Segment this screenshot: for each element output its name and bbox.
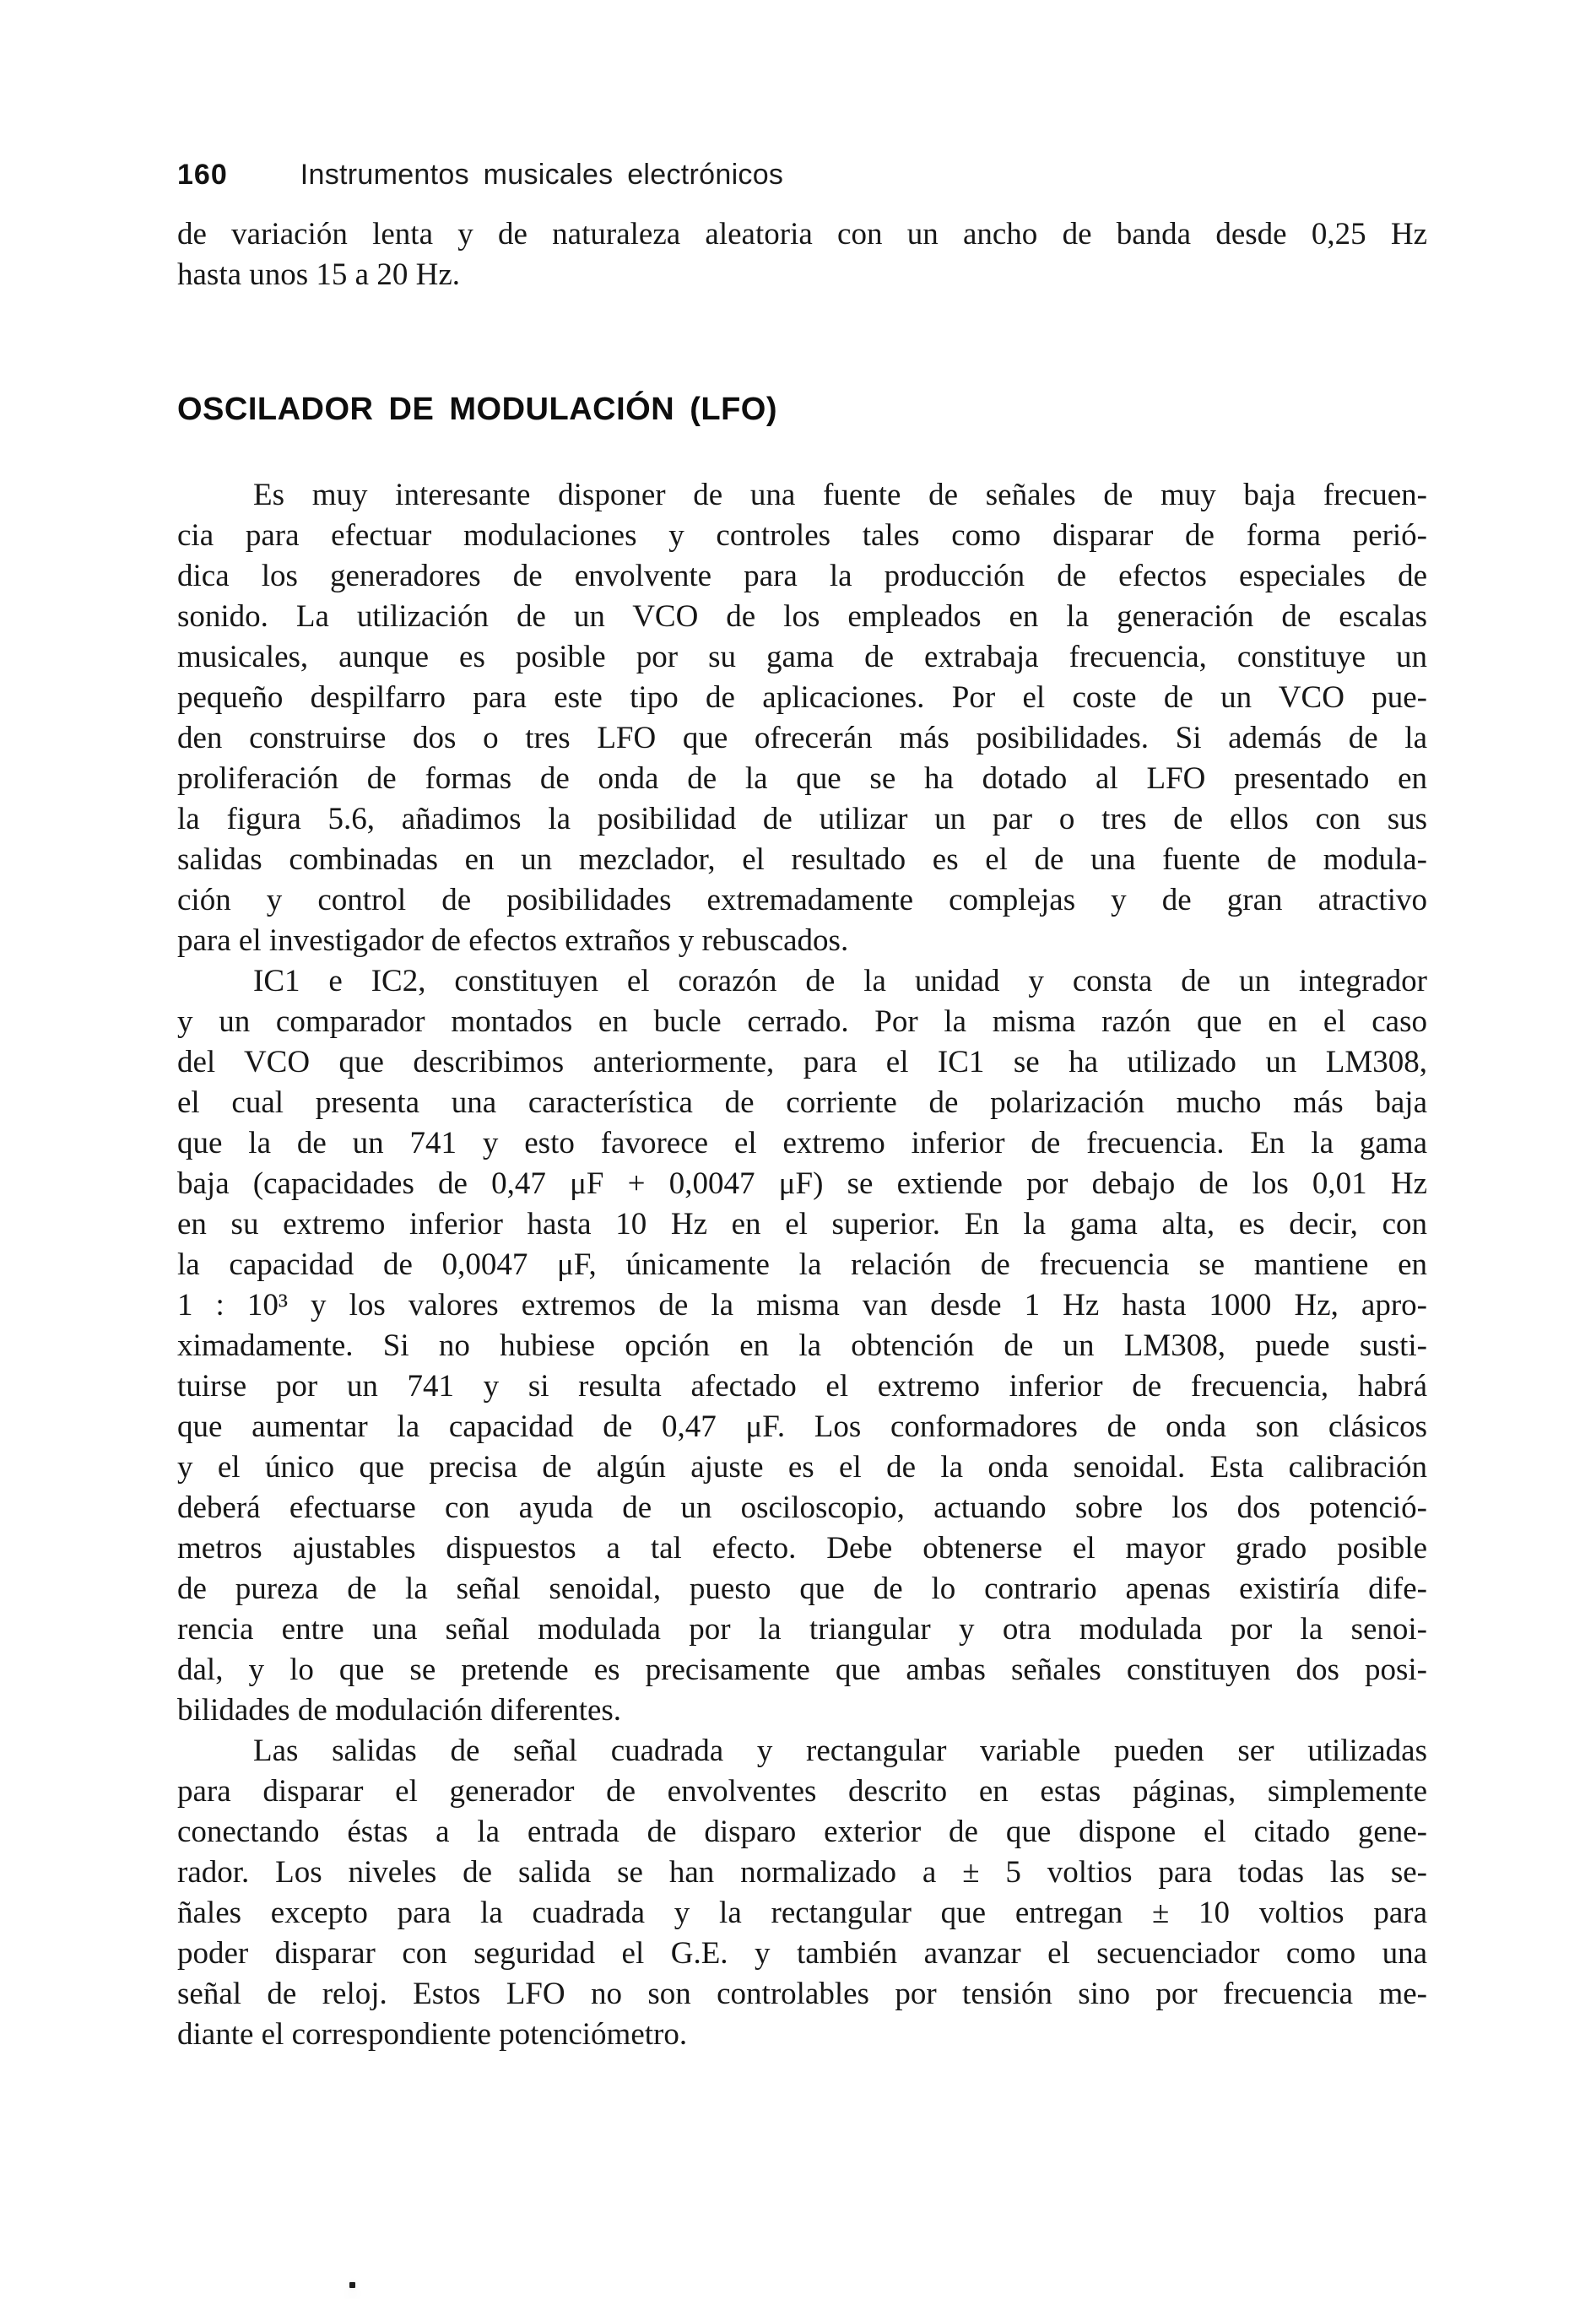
text-line: la capacidad de 0,0047 μF, únicamente la relación de frecuencia se mantiene en xyxy=(177,1247,1427,1282)
paragraph xyxy=(177,475,1427,961)
text-line: ximadamente. Si no hubiese opción en la obtención de un LM308, puede susti- xyxy=(177,1328,1427,1363)
page-header xyxy=(177,159,783,192)
text-line: pequeño despilfarro para este tipo de aplicaciones. Por el coste de un VCO pue- xyxy=(177,680,1427,715)
text-line: en su extremo inferior hasta 10 Hz en el superior. En la gama alta, es decir, con xyxy=(177,1207,1427,1241)
page-number: 160 xyxy=(177,159,228,191)
text-line: señal de reloj. Estos LFO no son controlables por tensión sino por frecuencia me- xyxy=(177,1977,1427,2011)
text-line: del VCO que describimos anteriormente, para el IC1 se ha utilizado un LM308, xyxy=(177,1045,1427,1079)
text-line: bilidades de modulación diferentes. xyxy=(177,1693,622,1728)
text-line: den construirse dos o tres LFO que ofrecerán más posibilidades. Si además de la xyxy=(177,721,1427,755)
text-line: de variación lenta y de naturaleza aleatoria con un ancho de banda desde 0,25 Hz xyxy=(177,217,1427,252)
text-line: deberá efectuarse con ayuda de un osciloscopio, actuando sobre los dos potenció- xyxy=(177,1490,1427,1525)
scan-artifact-dot xyxy=(349,2282,355,2288)
text-line: cia para efectuar modulaciones y controles tales como disparar de forma perió- xyxy=(177,518,1427,553)
text-line: salidas combinadas en un mezclador, el resultado es el de una fuente de modula- xyxy=(177,842,1427,877)
text-line: dica los generadores de envolvente para la producción de efectos especiales de xyxy=(177,559,1427,593)
text-line: Las salidas de señal cuadrada y rectangular variable pueden ser utilizadas xyxy=(253,1734,1427,1768)
text-line: el cual presenta una característica de corriente de polarización mucho más baja xyxy=(177,1085,1427,1120)
paragraph xyxy=(177,961,1427,1731)
section-body xyxy=(177,475,1427,2055)
text-line: dal, y lo que se pretende es precisamente que ambas señales constituyen dos posi- xyxy=(177,1653,1427,1687)
text-line: que aumentar la capacidad de 0,47 μF. Los conformadores de onda son clásicos xyxy=(177,1409,1427,1444)
text-line: hasta unos 15 a 20 Hz. xyxy=(177,257,460,292)
text-line: y un comparador montados en bucle cerrado. Por la misma razón que en el caso xyxy=(177,1004,1427,1039)
text-line: y el único que precisa de algún ajuste es el de la onda senoidal. Esta calibración xyxy=(177,1450,1427,1485)
running-title: Instrumentos musicales electrónicos xyxy=(300,159,784,191)
section-heading: OSCILADOR DE MODULACIÓN (LFO) xyxy=(177,392,778,427)
text-line: ción y control de posibilidades extremadamente complejas y de gran atractivo xyxy=(177,883,1427,917)
text-line: de pureza de la señal senoidal, puesto que de lo contrario apenas existiría dife- xyxy=(177,1571,1427,1606)
text-line: para el investigador de efectos extraños y rebuscados. xyxy=(177,923,849,958)
text-line: 1 : 10³ y los valores extremos de la misma van desde 1 Hz hasta 1000 Hz, apro- xyxy=(177,1288,1427,1323)
text-line: tuirse por un 741 y si resulta afectado el extremo inferior de frecuencia, habrá xyxy=(177,1369,1427,1404)
text-line: sonido. La utilización de un VCO de los empleados en la generación de escalas xyxy=(177,599,1427,634)
text-line: ñales excepto para la cuadrada y la rectangular que entregan ± 10 voltios para xyxy=(177,1896,1427,1930)
text-line: IC1 e IC2, constituyen el corazón de la unidad y consta de un integrador xyxy=(253,964,1427,998)
text-line: conectando éstas a la entrada de disparo exterior de que dispone el citado gene- xyxy=(177,1815,1427,1849)
text-line: musicales, aunque es posible por su gama de extrabaja frecuencia, constituye un xyxy=(177,640,1427,674)
text-line: metros ajustables dispuestos a tal efecto. Debe obtenerse el mayor grado posible xyxy=(177,1531,1427,1566)
text-line: baja (capacidades de 0,47 μF + 0,0047 μF) se extiende por debajo de los 0,01 Hz xyxy=(177,1166,1427,1201)
text-line: la figura 5.6, añadimos la posibilidad de utilizar un par o tres de ellos con sus xyxy=(177,802,1427,836)
text-line: para disparar el generador de envolventes descrito en estas páginas, simplemente xyxy=(177,1774,1427,1809)
text-line: rador. Los niveles de salida se han normalizado a ± 5 voltios para todas las se- xyxy=(177,1855,1427,1890)
text-line: proliferación de formas de onda de la que se ha dotado al LFO presentado en xyxy=(177,761,1427,796)
text-line: diante el correspondiente potenciómetro. xyxy=(177,2017,688,2052)
text-line: que la de un 741 y esto favorece el extremo inferior de frecuencia. En la gama xyxy=(177,1126,1427,1160)
paragraph xyxy=(177,1731,1427,2055)
text-line: rencia entre una señal modulada por la triangular y otra modulada por la senoi- xyxy=(177,1612,1427,1647)
text-line: Es muy interesante disponer de una fuente de señales de muy baja frecuen- xyxy=(253,478,1427,512)
intro-paragraph xyxy=(177,214,1427,295)
text-line: poder disparar con seguridad el G.E. y también avanzar el secuenciador como una xyxy=(177,1936,1427,1971)
